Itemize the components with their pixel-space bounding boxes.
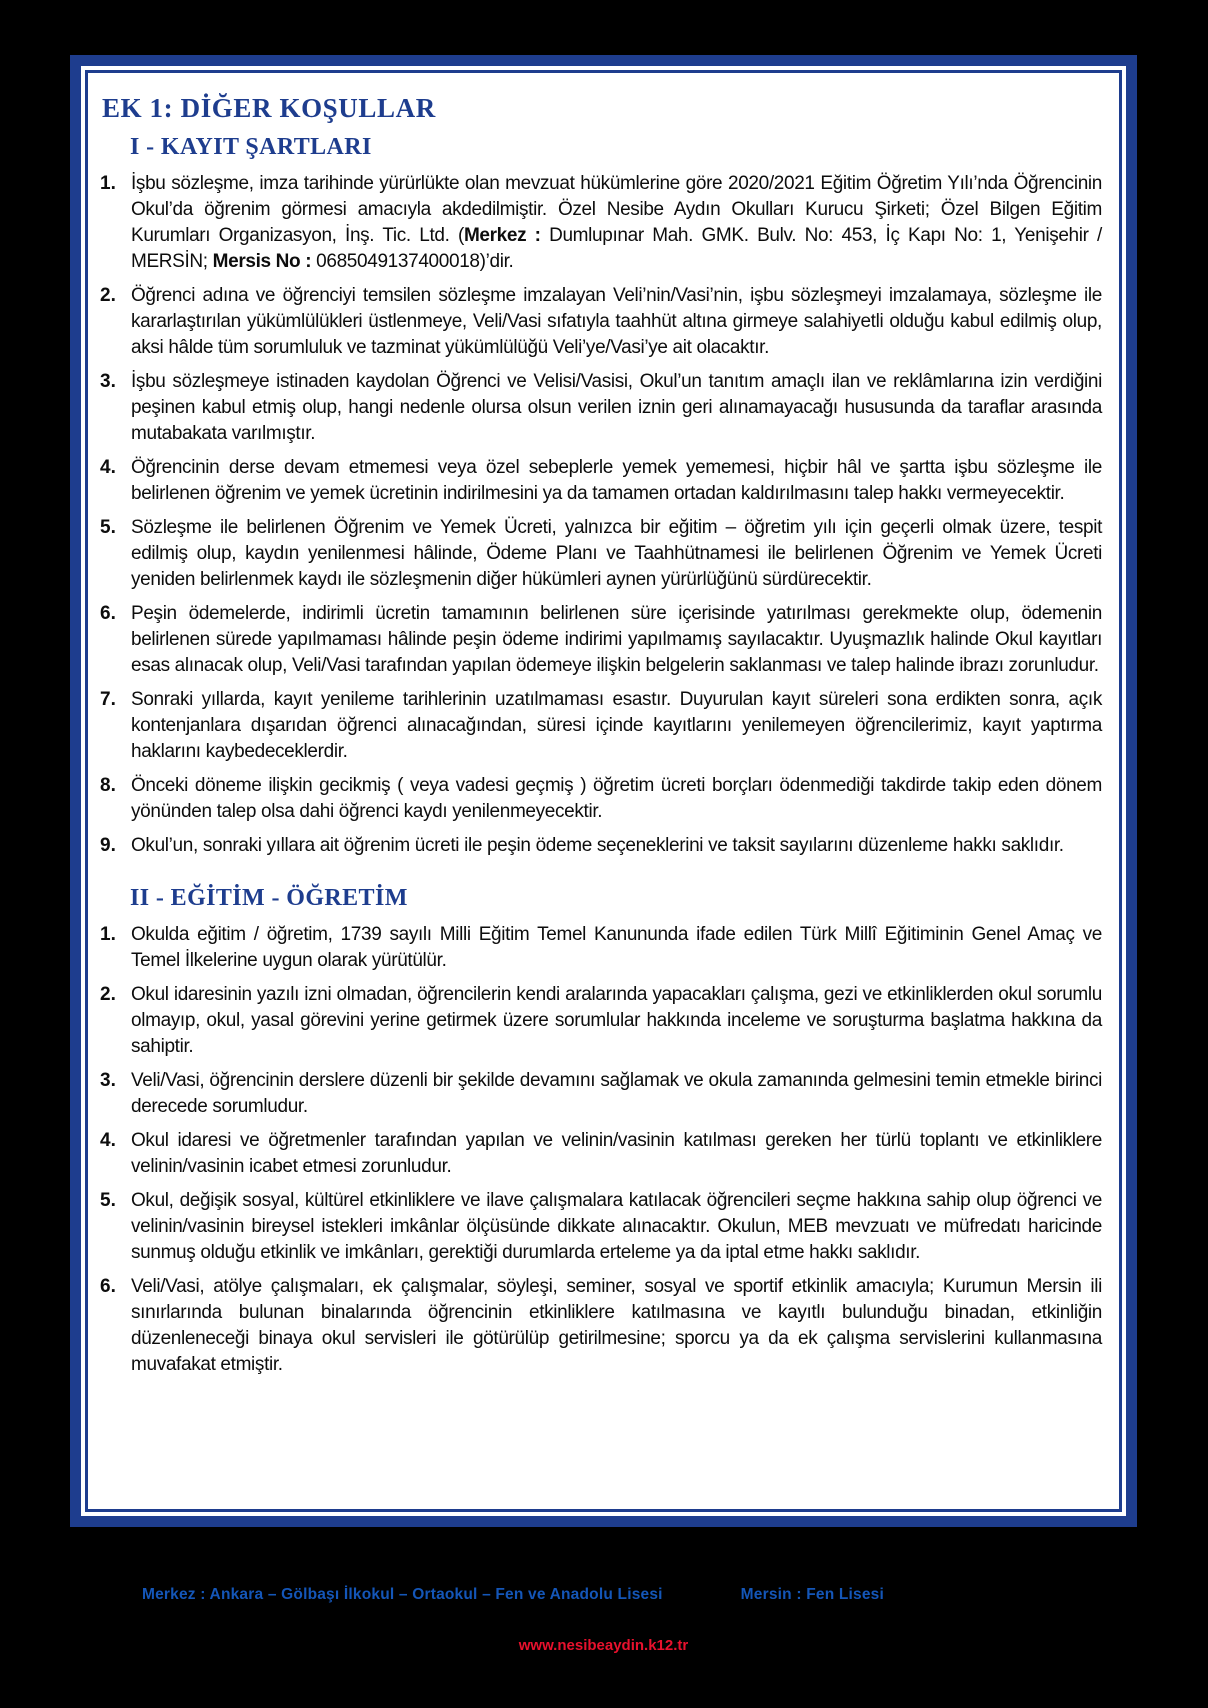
item-number: 6. [100, 1276, 116, 1297]
item-text: Peşin ödemelerde, indirimli ücretin tamamının belirlenen süre içerisinde yatırılması gerekmekte olup, ödemenin belirlenen sürede yapılmaması hâlinde peşin ödeme indirimi yapılmamış sayılacaktır. Uyuşmazlık halinde Okul kayıtları esas alınacak olup, Veli/Vasi tarafından yapılan ödemeye ilişkin belgelerin saklanması ve talep halinde ibrazı zorunludur. [131, 603, 1102, 676]
item-number: 4. [100, 1130, 116, 1151]
footer-website [70, 1637, 1137, 1654]
list-item [100, 922, 1102, 974]
item-number: 5. [100, 517, 116, 538]
list-item [100, 773, 1102, 825]
item-text: Okul idaresi ve öğretmenler tarafından yapılan ve velinin/vasinin katılması gereken her türlü toplantı ve etkinliklere velinin/vasinin icabet etmesi zorunludur. [131, 1130, 1102, 1177]
list-item [100, 283, 1102, 361]
item-number: 7. [100, 689, 116, 710]
item-text: Önceki döneme ilişkin gecikmiş ( veya vadesi geçmiş ) öğretim ücreti borçları ödenmediği takdirde takip eden dönem yönünden talep olsa dahi öğrenci kaydı yenilenmeyecektir. [131, 775, 1102, 822]
section-kayit-sartlari [100, 134, 1102, 859]
item-number: 1. [100, 924, 116, 945]
item-number: 4. [100, 457, 116, 478]
item-number: 2. [100, 285, 116, 306]
footer-campus-locations [142, 1586, 884, 1604]
egitim-ogretim-list [100, 922, 1102, 1378]
item-number: 1. [100, 173, 116, 194]
footer-merkez-text: Merkez : Ankara – Gölbaşı İlkokul – Ortaokul – Fen ve Anadolu Lisesi [142, 1586, 663, 1603]
item-number: 3. [100, 371, 116, 392]
item-text: Okul idaresinin yazılı izni olmadan, öğrencilerin kendi aralarında yapacakları çalışma, gezi ve etkinliklerden okul sorumlu olmayıp, okul, yasal görevini yerine getirmek üzere sorumlular hakkında inceleme ve soruşturma başlatma hakkına da sahiptir. [131, 984, 1102, 1057]
document-page [70, 55, 1137, 1527]
list-item [100, 369, 1102, 447]
item-number: 2. [100, 984, 116, 1005]
item-number: 6. [100, 603, 116, 624]
item-number: 3. [100, 1070, 116, 1091]
item-text: Veli/Vasi, atölye çalışmaları, ek çalışmalar, söyleşi, seminer, sosyal ve sportif etkinlik amacıyla; Kurumun Mersin ili sınırlarında bulunan binalarında öğrencinin etkinliklere katılmasına ve kayıtlı bulunduğu binadan, etkinliğin düzenleneceği binaya okul servisleri ile götürülüp getirilmesine; sporcu ya da ek çalışma servislerini kullanmasına muvafakat etmiştir. [131, 1276, 1102, 1375]
item-number: 8. [100, 775, 116, 796]
list-item [100, 171, 1102, 275]
item-text: İşbu sözleşmeye istinaden kaydolan Öğrenci ve Velisi/Vasisi, Okul’un tanıtım amaçlı ilan ve reklâmlarına izin verdiğini peşinen kabul etmiş olup, hangi nedenle olursa olsun verilen iznin geri alınamayacağı hususunda da taraflar arasında mutabakata varılmıştır. [131, 371, 1102, 444]
website-link[interactable]: www.nesibeaydin.k12.tr [518, 1637, 689, 1654]
item-text: Okulda eğitim / öğretim, 1739 sayılı Milli Eğitim Temel Kanununda ifade edilen Türk Millî Eğitiminin Genel Amaç ve Temel İlkelerine uygun olarak yürütülür. [131, 924, 1102, 971]
document-page-inner-frame [85, 70, 1122, 1512]
list-item [100, 982, 1102, 1060]
section-heading-egitim-ogretim: II - EĞİTİM - ÖĞRETİM [130, 885, 408, 911]
item-text: Veli/Vasi, öğrencinin derslere düzenli bir şekilde devamını sağlamak ve okula zamanında gelmesini temin etmekle birinci derecede sorumludur. [131, 1070, 1102, 1117]
document-title: EK 1: DİĞER KOŞULLAR [102, 93, 436, 123]
list-item [100, 515, 1102, 593]
item-text: Sonraki yıllarda, kayıt yenileme tarihlerinin uzatılmaması esastır. Duyurulan kayıt süreleri sona erdikten sonra, açık kontenjanlara dışarıdan öğrenci alınacağından, süresi içinde kayıtlarını yenilemeyen öğrencilerimiz, kayıt yaptırma haklarını kaybedeceklerdir. [131, 689, 1102, 762]
list-item [100, 455, 1102, 507]
item-text: Okul’un, sonraki yıllara ait öğrenim ücreti ile peşin ödeme seçeneklerini ve taksit sayılarını düzenleme hakkı saklıdır. [131, 835, 1064, 856]
section-egitim-ogretim [100, 885, 1102, 1378]
item-text: İşbu sözleşme, imza tarihinde yürürlükte olan mevzuat hükümlerine göre 2020/2021 Eğitim Öğretim Yılı’nda Öğrencinin Okul’da öğrenim görmesi amacıyla akdedilmiştir. Özel Nesibe Aydın Okulları Kurucu Şirketi; Özel Bilgen Eğitim Kurumları Organizasyon, İnş. Tic. Ltd. (Merkez : Dumlupınar Mah. GMK. Bulv. No: 453, İç Kapı No: 1, Yenişehir / MERSİN; Mersis No : 0685049137400018)’dir. [131, 173, 1102, 272]
list-item [100, 1274, 1102, 1378]
item-number: 5. [100, 1190, 116, 1211]
list-item [100, 1188, 1102, 1266]
kayit-sartlari-list [100, 171, 1102, 859]
item-text: Sözleşme ile belirlenen Öğrenim ve Yemek Ücreti, yalnızca bir eğitim – öğretim yılı için geçerli olmak üzere, tespit edilmiş olup, kaydın yenilenmesi hâlinde, Ödeme Planı ve Taahhütnamesi ile belirlenen Öğrenim ve Yemek Ücreti yeniden belirlenmek kaydı ile sözleşmenin diğer hükümleri aynen yürürlüğünü sürdürecektir. [131, 517, 1102, 590]
list-item [100, 1128, 1102, 1180]
item-text: Öğrenci adına ve öğrenciyi temsilen sözleşme imzalayan Veli’nin/Vasi’nin, işbu sözleşmeyi imzalamaya, sözleşme ile kararlaştırılan yükümlülükleri üstlenmeye, Veli/Vasi sıfatıyla taahhüt altına girmeye salahiyetli olduğu kabul edilmiş olup, aksi hâlde tüm sorumluluk ve tazminat yükümlülüğü Veli’ye/Vasi’ye ait olacaktır. [131, 285, 1102, 358]
item-number: 9. [100, 835, 116, 856]
footer-mersin-text: Mersin : Fen Lisesi [740, 1586, 885, 1603]
section-heading-kayit-sartlari: I - KAYIT ŞARTLARI [130, 134, 372, 160]
list-item [100, 833, 1102, 859]
list-item [100, 1068, 1102, 1120]
item-text: Öğrencinin derse devam etmemesi veya özel sebeplerle yemek yememesi, hiçbir hâl ve şartta işbu sözleşme ile belirlenen öğrenim ve yemek ücretinin indirilmesini ya da tamamen ortadan kaldırılmasını talep hakkı vermeyecektir. [131, 457, 1102, 504]
item-text: Okul, değişik sosyal, kültürel etkinliklere ve ilave çalışmalara katılacak öğrencileri seçme hakkına sahip olup öğrenci ve velinin/vasinin bireysel istekleri imkânlar ölçüsünde dikkate alınacaktır. Okulun, MEB mevzuatı ve müfredatı haricinde sunmuş olduğu etkinlik ve imkânları, gerektiği durumlarda erteleme ya da iptal etme hakkı saklıdır. [131, 1190, 1102, 1263]
list-item [100, 601, 1102, 679]
list-item [100, 687, 1102, 765]
